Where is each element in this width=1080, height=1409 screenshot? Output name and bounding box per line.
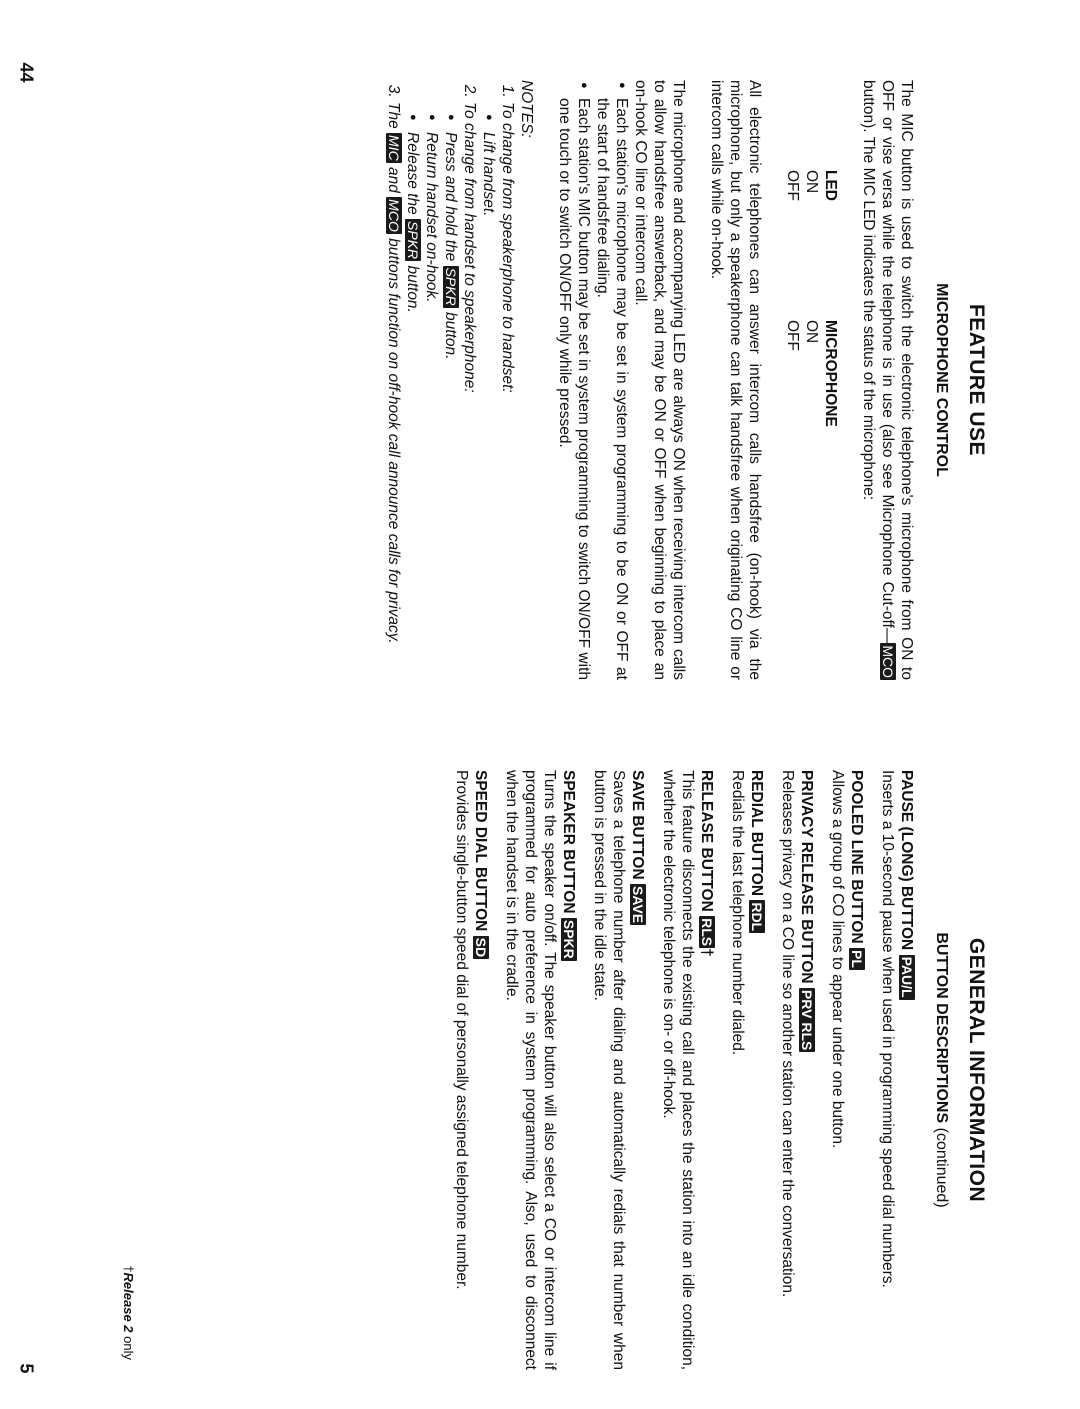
pl-key-label: PL (849, 949, 865, 968)
text: RELEASE BUTTON (698, 770, 715, 912)
led-cell: OFF (784, 170, 801, 201)
led-cell: ON (803, 170, 820, 194)
entry-text: Redials the last telephone number dialed. (729, 770, 746, 1056)
text: POOLED LINE BUTTON (848, 770, 865, 944)
subsection-title: MICROPHONE CONTROL (933, 283, 950, 477)
list-item: ● Each station's microphone may be set in system programming to be ON or OFF at the start of handsfree dialing. (593, 98, 631, 680)
microphone-header: MICROPHONE (822, 320, 839, 427)
note-1 (479, 102, 517, 680)
text: SPEED DIAL BUTTON (472, 770, 489, 932)
entry-speed-dial (452, 770, 490, 1370)
list-item: ● Each station's MIC button may be set in system programming to switch ON/OFF with one touch or to switch ON/OFF only while pressed. (555, 98, 593, 680)
led-header: LED (822, 170, 839, 201)
prv-rls-key-label: PRV RLS (799, 989, 815, 1051)
text: button. (442, 307, 459, 360)
programming-bullets (555, 80, 631, 680)
note-2 (403, 102, 479, 680)
text: buttons function on off-hook call announce calls for privacy. (385, 233, 402, 644)
entry-text: This feature disconnects the existing call and places the station into an idle condition, whether the electronic telephone is on- or off-hook. (660, 770, 696, 1370)
text: REDIAL BUTTON (748, 770, 765, 897)
mic-cell: OFF (784, 320, 801, 351)
entry-save (590, 770, 647, 1370)
text: To change from speakerphone to handset: (499, 102, 516, 393)
text: The MIC button is used to switch the electronic telephone's microphone from ON to OFF or vise versa while the telephone is in use (also see Microphone Cut-off— (879, 80, 915, 680)
text: Press and hold the (442, 132, 459, 266)
entry-title (747, 770, 766, 1370)
answerback-paragraph: The microphone and accompanying LED are always ON when receiving intercom calls to allow handsfree answerback, and may be ON or OFF when beginning to place an on-hook CO line or intercom call. (632, 80, 687, 680)
release-footnote (121, 1265, 136, 1360)
mic-button-paragraph (859, 80, 916, 680)
entry-pooled-line (828, 770, 866, 1370)
page-number-right: 5 (16, 1363, 37, 1374)
feature-use-body (384, 80, 916, 680)
mco-key-label: MCO (386, 199, 402, 232)
text: To change from handset to speakerphone: (461, 102, 478, 393)
dagger-mark: † (121, 1265, 136, 1273)
entry-title (897, 770, 916, 1370)
entry-title (559, 770, 578, 1370)
list-item (441, 132, 460, 680)
note-3 (384, 102, 403, 680)
text: BUTTON DESCRIPTIONS (933, 932, 950, 1124)
entry-title (847, 770, 866, 1370)
entry-speaker (502, 770, 578, 1370)
section-title: GENERAL INFORMATION (965, 937, 988, 1203)
entry-text: Provides single-button speed dial of personally assigned telephone number. (453, 770, 470, 1290)
entry-title (471, 770, 490, 1370)
entry-text: Turns the speaker on/off. The speaker button will also select a CO or intercom line if programmed for auto preference in system programming. Also, used to disconnect when the handset is in the cradle. (503, 770, 558, 1370)
text: button). The MIC LED indicates the status of the microphone: (860, 80, 877, 501)
notes-title: NOTES: (518, 80, 535, 138)
entry-privacy-release (778, 770, 816, 1370)
text: only (121, 1332, 136, 1360)
spkr-key-label: SPKR (561, 919, 577, 959)
rls-key-label: RLS (699, 918, 715, 947)
entry-text: Inserts a 10-second pause when used in programming speed dial numbers. (879, 770, 896, 1288)
entry-title (697, 770, 716, 1370)
spkr-key-label: SPKR (405, 221, 421, 260)
text: SAVE BUTTON (629, 770, 646, 880)
entry-pause-long (878, 770, 916, 1370)
feature-use-panel (0, 80, 1080, 680)
text: PRIVACY RELEASE BUTTON (798, 770, 815, 984)
entry-text: Releases privacy on a CO line so another station can enter the conversation. (779, 770, 796, 1298)
dagger-mark: † (698, 948, 715, 957)
text: and (385, 162, 402, 198)
text: The (385, 102, 402, 134)
rdl-key-label: RDL (749, 902, 765, 932)
pau-l-key-label: PAU/L (899, 956, 915, 998)
text: SPEAKER BUTTON (560, 770, 577, 914)
entry-text: Allows a group of CO lines to appear under one button. (829, 770, 846, 1149)
list-item (403, 132, 422, 680)
general-information-panel (0, 770, 1080, 1370)
list-item: ● Return handset on-hook. (422, 132, 441, 680)
entry-release (659, 770, 716, 1370)
sd-key-label: SD (473, 937, 489, 958)
spkr-key-label: SPKR (443, 267, 459, 306)
text: Release 2 (121, 1272, 136, 1333)
entry-redial (728, 770, 766, 1370)
table-row (802, 170, 821, 427)
entry-title (628, 770, 647, 1370)
text: (continued) (933, 1127, 950, 1208)
text: button. (404, 261, 421, 313)
mic-key-label: MIC (386, 135, 402, 161)
list-item: ● Lift handset. (479, 132, 498, 680)
button-descriptions (440, 770, 916, 1370)
subsection-title (932, 770, 950, 1370)
text: Release the (404, 132, 421, 220)
text: PAUSE (LONG) BUTTON (898, 770, 915, 951)
entry-text: Saves a telephone number after dialing and automatically redials that number when button is pressed in the idle state. (591, 770, 627, 1370)
mco-key-label: MCO (880, 645, 896, 678)
page-number-left: 44 (16, 62, 37, 83)
save-key-label: SAVE (630, 885, 646, 924)
section-title: FEATURE USE (965, 303, 988, 457)
led-status-table (783, 170, 840, 427)
handsfree-paragraph: All electronic telephones can answer intercom calls handsfree (on-hook) via the microphone, but only a speakerphone can talk handsfree when originating CO line or intercom calls while on-hook. (708, 80, 763, 680)
notes-block (384, 80, 536, 680)
table-row (783, 170, 802, 427)
entry-title (797, 770, 816, 1370)
mic-cell: ON (803, 320, 820, 344)
